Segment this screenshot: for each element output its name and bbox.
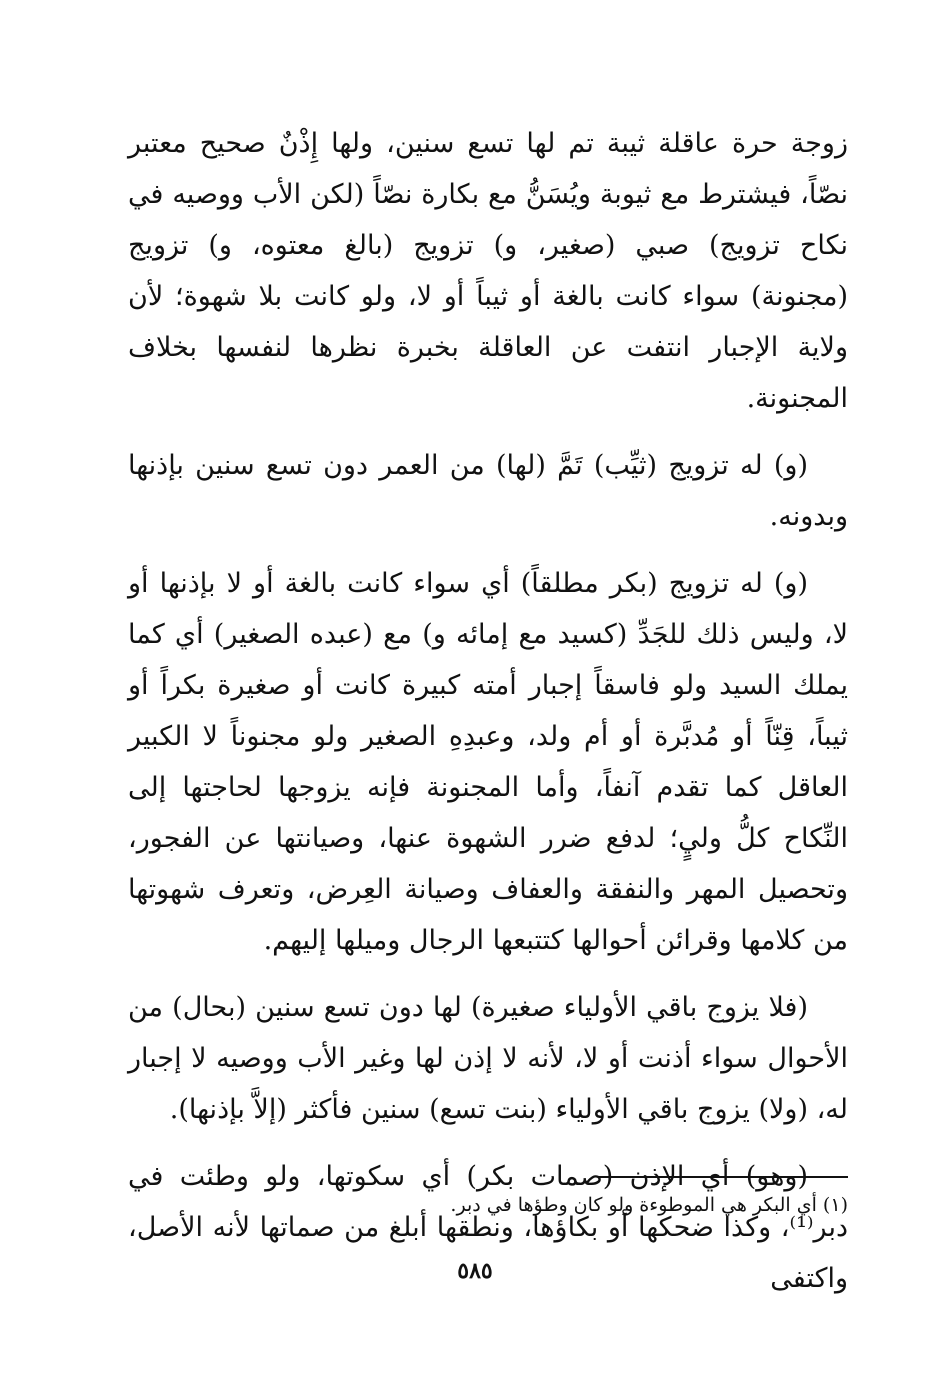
paragraph-3: (و) له تزويج (بكر مطلقاً) أي سواء كانت بالغة أو لا بإذنها أو لا، وليس ذلك للجَدِّ (كسيد مع إمائه و) مع (عبده الصغير) أي كما يملك السيد ولو فاسقاً إجبار أمته كبيرة كانت أو صغيرة بكراً أو ثيباً، قِنّاً أو مُدبَّرة أو أم ولد، وعبدِهِ الصغير ولو مجنوناً لا الكبير العاقل كما تقدم آنفاً، وأما المجنونة فإنه يزوجها لحاجتها إلى النِّكاح كلُّ وليٍ؛ لدفع ضرر الشهوة عنها، وصيانتها عن الفجور، وتحصيل المهر والنفقة والعفاف وصيانة العِرض، وتعرف شهوتها من كلامها وقرائن أحوالها كتتبعها الرجال وميلها إليهم.: [128, 568, 848, 956]
paragraph-4: (فلا يزوج باقي الأولياء صغيرة) لها دون تسع سنين (بحال) من الأحوال سواء أذنت أو لا، لأنه لا إذن لها وغير الأب ووصيه لا إجبار له، (ولا) يزوج باقي الأولياء (بنت تسع) سنين فأكثر (إلاَّ بإذنها).: [128, 992, 848, 1125]
footnote: (١) أي البكر هي الموطوءة ولو كان وطؤها في دبر.: [450, 1194, 848, 1216]
paragraph-2: (و) له تزويج (ثيِّب) تَمَّ (لها) من العمر دون تسع سنين بإذنها وبدونه.: [128, 450, 848, 532]
main-text: [128, 118, 848, 1320]
paragraph-1: زوجة حرة عاقلة ثيبة تم لها تسع سنين، ولها إِذْنٌ صحيح معتبر نصّاً، فيشترط مع ثيوبة ويُسَنُّ مع بكارة نصّاً (لكن الأب ووصيه في نكاح تزويج) صبي (صغير، و) تزويج (بالغ معتوه، و) تزويج (مجنونة) سواء كانت بالغة أو ثيباً أو لا، ولو كانت بلا شهوة؛ لأن ولاية الإجبار انتفت عن العاقلة بخبرة نظرها لنفسها بخلاف المجنونة.: [128, 128, 848, 414]
paragraph-5: (وهو) أي الإذن (صمات بكر) أي سكوتها، ولو وطئت في دبر⁽¹⁾، وكذا ضحكها أو بكاؤها، ونطقها أبلغ من صماتها لأنه الأصل، واكتفى: [128, 1161, 848, 1294]
footnote-separator: [598, 1176, 848, 1178]
page-number: ٥٨٥: [457, 1258, 493, 1284]
